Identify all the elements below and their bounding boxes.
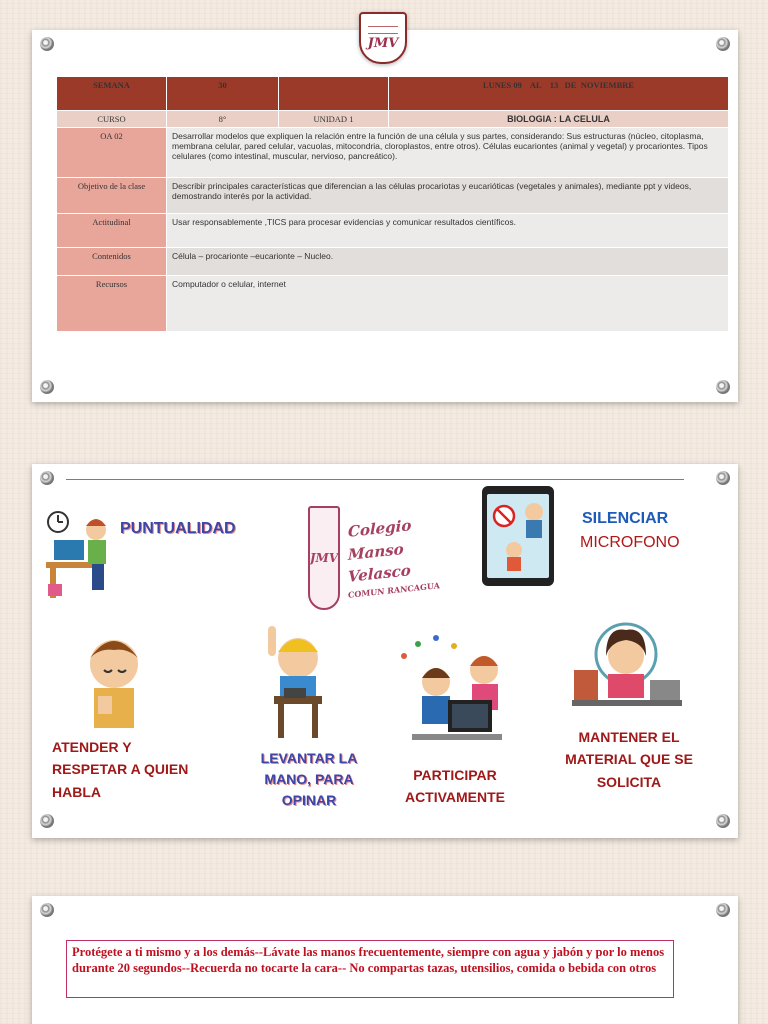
pushpin-icon	[716, 814, 730, 828]
row-text: Describir principales características que diferencian a las células procariotas y eucarióticas (vegetales y animales), mediante ppt y videos, demostrando interés por la actividad.	[167, 178, 729, 214]
curso-label: CURSO	[57, 111, 167, 128]
row-label: OA 02	[57, 128, 167, 178]
logo-monogram: JMV	[309, 551, 339, 565]
header-empty-cell	[279, 77, 389, 111]
health-notice-text: Protégete a ti mismo y a los demás--Lávate las manos frecuentemente, siempre con agua y jabón y por lo menos durante 20 segundos--Recuerda no tocarte la cara-- No compartas tazas, utensilios, comida o bebida con otros	[66, 940, 674, 998]
school-logo-icon	[308, 506, 340, 610]
student-desk-icon	[40, 500, 118, 610]
rule-microfono: MICROFONO	[580, 534, 680, 551]
pushpin-icon	[716, 471, 730, 485]
rule-levantar: LEVANTAR LA MANO, PARA OPINAR	[260, 750, 358, 808]
divider-line	[66, 479, 684, 480]
row-label: Actitudinal	[57, 214, 167, 248]
row-text: Usar responsablemente ,TICS para procesar evidencias y comunicar resultados científicos.	[167, 214, 729, 248]
school-name	[348, 511, 440, 600]
table-row	[57, 248, 729, 276]
table-row	[57, 128, 729, 178]
rule-puntualidad: PUNTUALIDAD	[120, 520, 236, 537]
raising-hand-icon	[260, 620, 330, 744]
rule-mantener: MANTENER EL MATERIAL QUE SE SOLICITA	[565, 729, 693, 790]
row-text: Célula – procarionte –eucarionte – Nucleo.	[167, 248, 729, 276]
school-name-text: Colegio Manso Velasco	[348, 516, 412, 586]
crest-monogram: JMV	[367, 35, 399, 51]
headset-teacher-icon	[566, 610, 688, 718]
rule-silenciar: SILENCIAR	[582, 510, 669, 527]
row-text: Desarrollar modelos que expliquen la relación entre la función de una célula y sus partes, considerando: Sus estructuras (núcleo, citoplasma, membrana celular, pared celular, vacuolas, mitocondria, cloroplastos, entre otros). Células eucariontes (animal y vegetal) y procariontes. Tipos celulares (como intestinal, muscular, nervioso, pancreático).	[167, 128, 729, 178]
table-header-row	[57, 77, 729, 111]
school-subname: COMUN RANCAGUA	[348, 579, 440, 600]
table-row	[57, 276, 729, 332]
pushpin-icon	[40, 37, 54, 51]
table-row	[57, 214, 729, 248]
table-subheader-row	[57, 111, 729, 128]
pushpin-icon	[716, 37, 730, 51]
class-rules-slide	[32, 464, 738, 838]
row-label: Recursos	[57, 276, 167, 332]
unidad-label: UNIDAD 1	[279, 111, 389, 128]
lesson-plan-table	[56, 76, 729, 332]
row-text: Computador o celular, internet	[167, 276, 729, 332]
pushpin-icon	[40, 380, 54, 394]
muted-phone-icon	[482, 486, 554, 586]
curso-value: 8°	[167, 111, 279, 128]
pushpin-icon	[716, 903, 730, 917]
pushpin-icon	[716, 380, 730, 394]
subject-title: BIOLOGIA : LA CELULA	[389, 111, 729, 128]
children-computer-icon	[392, 626, 518, 752]
date-range: LUNES 09 AL 13 DE NOVIEMBRE	[389, 77, 729, 111]
table-row	[57, 178, 729, 214]
row-label: Contenidos	[57, 248, 167, 276]
pushpin-icon	[40, 471, 54, 485]
health-notice-slide	[32, 896, 738, 1024]
row-label: Objetivo de la clase	[57, 178, 167, 214]
lesson-plan-slide	[32, 30, 738, 402]
semana-value: 30	[167, 77, 279, 111]
rule-participar: PARTICIPAR ACTIVAMENTE	[404, 767, 506, 806]
rule-atender: ATENDER Y RESPETAR A QUIEN HABLA	[52, 739, 189, 800]
school-crest-icon	[359, 12, 407, 64]
semana-label: SEMANA	[57, 77, 167, 111]
pushpin-icon	[40, 903, 54, 917]
listening-child-icon	[74, 626, 152, 730]
pushpin-icon	[40, 814, 54, 828]
